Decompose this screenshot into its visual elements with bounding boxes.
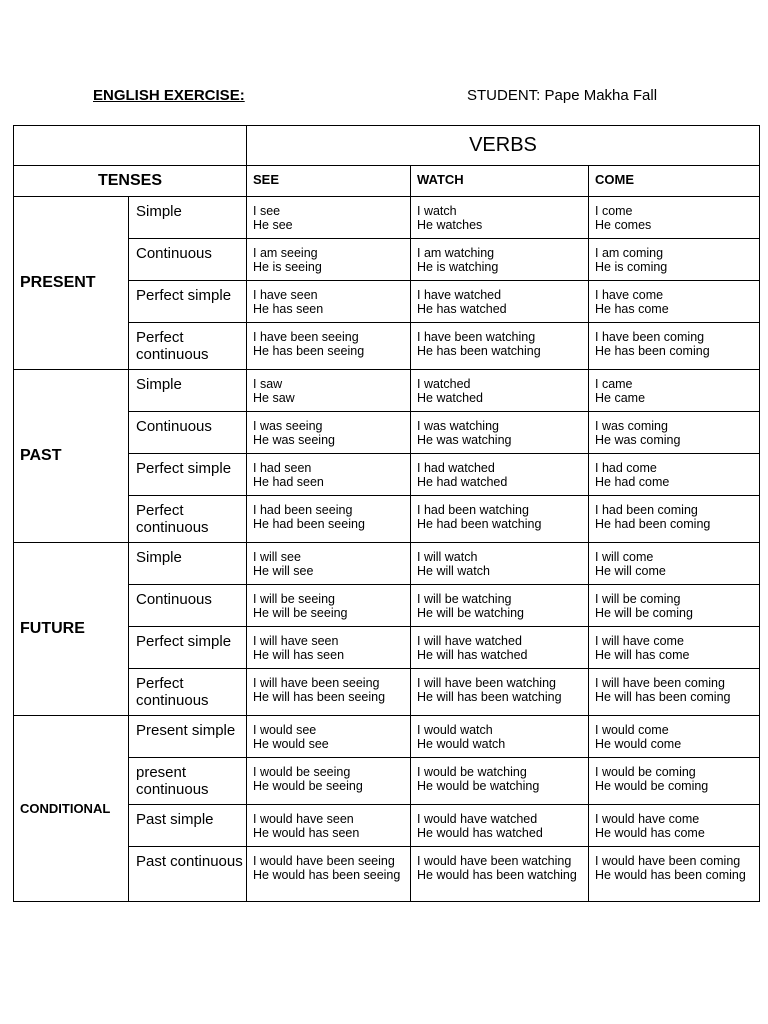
- third-person-form: He will be watching: [417, 606, 524, 620]
- first-person-form: I was seeing: [253, 419, 323, 433]
- tense-group-label: PAST: [14, 370, 129, 543]
- conjugation-cell: [247, 323, 411, 370]
- first-person-form: I am seeing: [253, 246, 318, 260]
- third-person-form: He had come: [595, 475, 670, 489]
- first-person-form: I had been seeing: [253, 503, 353, 517]
- tenses-title: TENSES: [14, 166, 247, 197]
- third-person-form: He was watching: [417, 433, 512, 447]
- conjugation-cell: [589, 281, 760, 323]
- table-row: [14, 370, 760, 412]
- third-person-form: He will has been coming: [595, 690, 731, 704]
- conjugation-cell: [589, 412, 760, 454]
- conjugation-cell: [589, 496, 760, 543]
- tense-label: Perfect simple: [129, 627, 247, 669]
- first-person-form: I would watch: [417, 723, 493, 737]
- first-person-form: I had been watching: [417, 503, 529, 517]
- third-person-form: He would has seen: [253, 826, 360, 840]
- conjugation-cell: [247, 454, 411, 496]
- first-person-form: I will have seen: [253, 634, 339, 648]
- first-person-form: I would have watched: [417, 812, 538, 826]
- conjugation-cell: [589, 454, 760, 496]
- conjugation-cell: [247, 496, 411, 543]
- first-person-form: I had come: [595, 461, 657, 475]
- tenses-header-row: [14, 166, 760, 197]
- exercise-title: ENGLISH EXERCISE:: [93, 87, 245, 104]
- conjugation-cell: [247, 239, 411, 281]
- conjugation-cell: [411, 412, 589, 454]
- first-person-form: I will see: [253, 550, 301, 564]
- third-person-form: He would see: [253, 737, 329, 751]
- tense-label: Simple: [129, 197, 247, 239]
- third-person-form: He had watched: [417, 475, 508, 489]
- third-person-form: He will has been watching: [417, 690, 562, 704]
- tense-group-label: PRESENT: [14, 197, 129, 370]
- third-person-form: He would watch: [417, 737, 506, 751]
- first-person-form: I watch: [417, 204, 457, 218]
- conjugation-cell: [247, 370, 411, 412]
- conjugation-cell: [411, 543, 589, 585]
- third-person-form: He would be watching: [417, 779, 540, 793]
- conjugation-cell: [411, 239, 589, 281]
- table-row: [14, 197, 760, 239]
- first-person-form: I will be watching: [417, 592, 512, 606]
- conjugation-cell: [411, 758, 589, 805]
- tense-label: Perfect simple: [129, 454, 247, 496]
- verbs-title: VERBS: [247, 126, 760, 166]
- third-person-form: He was coming: [595, 433, 681, 447]
- tense-label: Continuous: [129, 585, 247, 627]
- conjugation-cell: [247, 627, 411, 669]
- first-person-form: I would have seen: [253, 812, 354, 826]
- first-person-form: I had seen: [253, 461, 312, 475]
- tense-label: Perfect continuous: [129, 496, 247, 543]
- first-person-form: I watched: [417, 377, 471, 391]
- conjugation-cell: [589, 239, 760, 281]
- student-name: STUDENT: Pape Makha Fall: [467, 87, 658, 104]
- tense-label: Past continuous: [129, 847, 247, 902]
- tense-label: Perfect continuous: [129, 323, 247, 370]
- verbs-header-row: [14, 126, 760, 166]
- first-person-form: I see: [253, 204, 281, 218]
- tense-label: Present simple: [129, 716, 247, 758]
- tense-label: Past simple: [129, 805, 247, 847]
- conjugation-cell: [411, 847, 589, 902]
- conjugation-cell: [247, 197, 411, 239]
- first-person-form: I will have been coming: [595, 676, 725, 690]
- third-person-form: He had been coming: [595, 517, 711, 531]
- first-person-form: I have been coming: [595, 330, 705, 344]
- conjugation-cell: [247, 847, 411, 902]
- third-person-form: He had been seeing: [253, 517, 365, 531]
- third-person-form: He had been watching: [417, 517, 542, 531]
- third-person-form: He came: [595, 391, 646, 405]
- third-person-form: He saw: [253, 391, 295, 405]
- conjugation-cell: [411, 716, 589, 758]
- conjugation-cell: [247, 543, 411, 585]
- first-person-form: I would be seeing: [253, 765, 351, 779]
- first-person-form: I have seen: [253, 288, 318, 302]
- conjugation-cell: [411, 805, 589, 847]
- conjugation-cell: [247, 716, 411, 758]
- third-person-form: He will come: [595, 564, 666, 578]
- first-person-form: I would be coming: [595, 765, 696, 779]
- first-person-form: I would have been watching: [417, 854, 572, 868]
- conjugation-cell: [247, 758, 411, 805]
- third-person-form: He had seen: [253, 475, 324, 489]
- conjugation-cell: [589, 585, 760, 627]
- third-person-form: He comes: [595, 218, 652, 232]
- verb-header-see: SEE: [247, 166, 411, 197]
- conjugation-cell: [411, 627, 589, 669]
- conjugation-cell: [247, 585, 411, 627]
- conjugation-cell: [589, 323, 760, 370]
- conjugation-cell: [247, 669, 411, 716]
- conjugation-cell: [411, 585, 589, 627]
- first-person-form: I would have been seeing: [253, 854, 395, 868]
- conjugation-cell: [411, 281, 589, 323]
- conjugation-cell: [589, 669, 760, 716]
- first-person-form: I will have been seeing: [253, 676, 380, 690]
- third-person-form: He will has come: [595, 648, 690, 662]
- third-person-form: He watches: [417, 218, 483, 232]
- third-person-form: He was seeing: [253, 433, 335, 447]
- conjugation-cell: [411, 454, 589, 496]
- third-person-form: He will has watched: [417, 648, 528, 662]
- first-person-form: I have watched: [417, 288, 502, 302]
- first-person-form: I will have been watching: [417, 676, 556, 690]
- first-person-form: I would come: [595, 723, 669, 737]
- first-person-form: I would see: [253, 723, 317, 737]
- conjugation-cell: [589, 370, 760, 412]
- third-person-form: He would has watched: [417, 826, 543, 840]
- conjugation-cell: [411, 370, 589, 412]
- first-person-form: I came: [595, 377, 633, 391]
- tense-label: Simple: [129, 543, 247, 585]
- tense-label: Perfect simple: [129, 281, 247, 323]
- conjugation-cell: [589, 543, 760, 585]
- third-person-form: He will watch: [417, 564, 490, 578]
- tense-group-label: FUTURE: [14, 543, 129, 716]
- first-person-form: I saw: [253, 377, 283, 391]
- third-person-form: He has been watching: [417, 344, 541, 358]
- first-person-form: I will have watched: [417, 634, 522, 648]
- third-person-form: He would be coming: [595, 779, 709, 793]
- third-person-form: He will has seen: [253, 648, 345, 662]
- first-person-form: I will be coming: [595, 592, 681, 606]
- third-person-form: He has come: [595, 302, 669, 316]
- first-person-form: I have been watching: [417, 330, 536, 344]
- first-person-form: I have been seeing: [253, 330, 359, 344]
- conjugation-cell: [589, 627, 760, 669]
- third-person-form: He would has been watching: [417, 868, 577, 882]
- conjugation-cell: [411, 496, 589, 543]
- tense-label: Continuous: [129, 412, 247, 454]
- first-person-form: I would have been coming: [595, 854, 741, 868]
- first-person-form: I will come: [595, 550, 654, 564]
- first-person-form: I am coming: [595, 246, 664, 260]
- conjugation-cell: [589, 716, 760, 758]
- first-person-form: I had been coming: [595, 503, 698, 517]
- verb-tense-table: [13, 125, 760, 902]
- first-person-form: I would have come: [595, 812, 700, 826]
- conjugation-cell: [411, 669, 589, 716]
- tense-label: Continuous: [129, 239, 247, 281]
- third-person-form: He is coming: [595, 260, 668, 274]
- third-person-form: He will see: [253, 564, 314, 578]
- conjugation-cell: [589, 847, 760, 902]
- third-person-form: He would come: [595, 737, 682, 751]
- first-person-form: I am watching: [417, 246, 495, 260]
- first-person-form: I will watch: [417, 550, 478, 564]
- third-person-form: He is watching: [417, 260, 499, 274]
- table-row: [14, 543, 760, 585]
- verb-header-come: COME: [589, 166, 760, 197]
- tense-label: Simple: [129, 370, 247, 412]
- third-person-form: He watched: [417, 391, 484, 405]
- third-person-form: He has been coming: [595, 344, 710, 358]
- conjugation-cell: [411, 323, 589, 370]
- table-row: [14, 716, 760, 758]
- third-person-form: He is seeing: [253, 260, 322, 274]
- conjugation-cell: [247, 412, 411, 454]
- first-person-form: I will be seeing: [253, 592, 335, 606]
- conjugation-cell: [247, 281, 411, 323]
- third-person-form: He has seen: [253, 302, 324, 316]
- verb-header-watch: WATCH: [411, 166, 589, 197]
- third-person-form: He would has been seeing: [253, 868, 401, 882]
- empty-corner-cell: [14, 126, 247, 166]
- tense-label: Perfect continuous: [129, 669, 247, 716]
- first-person-form: I was watching: [417, 419, 499, 433]
- third-person-form: He will be coming: [595, 606, 693, 620]
- first-person-form: I come: [595, 204, 633, 218]
- third-person-form: He see: [253, 218, 293, 232]
- tense-group-label: CONDITIONAL: [14, 716, 129, 902]
- tense-label: present continuous: [129, 758, 247, 805]
- third-person-form: He will has been seeing: [253, 690, 386, 704]
- first-person-form: I would be watching: [417, 765, 527, 779]
- first-person-form: I have come: [595, 288, 664, 302]
- third-person-form: He would has come: [595, 826, 705, 840]
- third-person-form: He will be seeing: [253, 606, 348, 620]
- third-person-form: He would be seeing: [253, 779, 363, 793]
- third-person-form: He would has been coming: [595, 868, 746, 882]
- third-person-form: He has watched: [417, 302, 507, 316]
- first-person-form: I will have come: [595, 634, 684, 648]
- conjugation-cell: [411, 197, 589, 239]
- conjugation-cell: [589, 758, 760, 805]
- third-person-form: He has been seeing: [253, 344, 365, 358]
- first-person-form: I had watched: [417, 461, 495, 475]
- first-person-form: I was coming: [595, 419, 668, 433]
- conjugation-cell: [247, 805, 411, 847]
- conjugation-cell: [589, 805, 760, 847]
- conjugation-cell: [589, 197, 760, 239]
